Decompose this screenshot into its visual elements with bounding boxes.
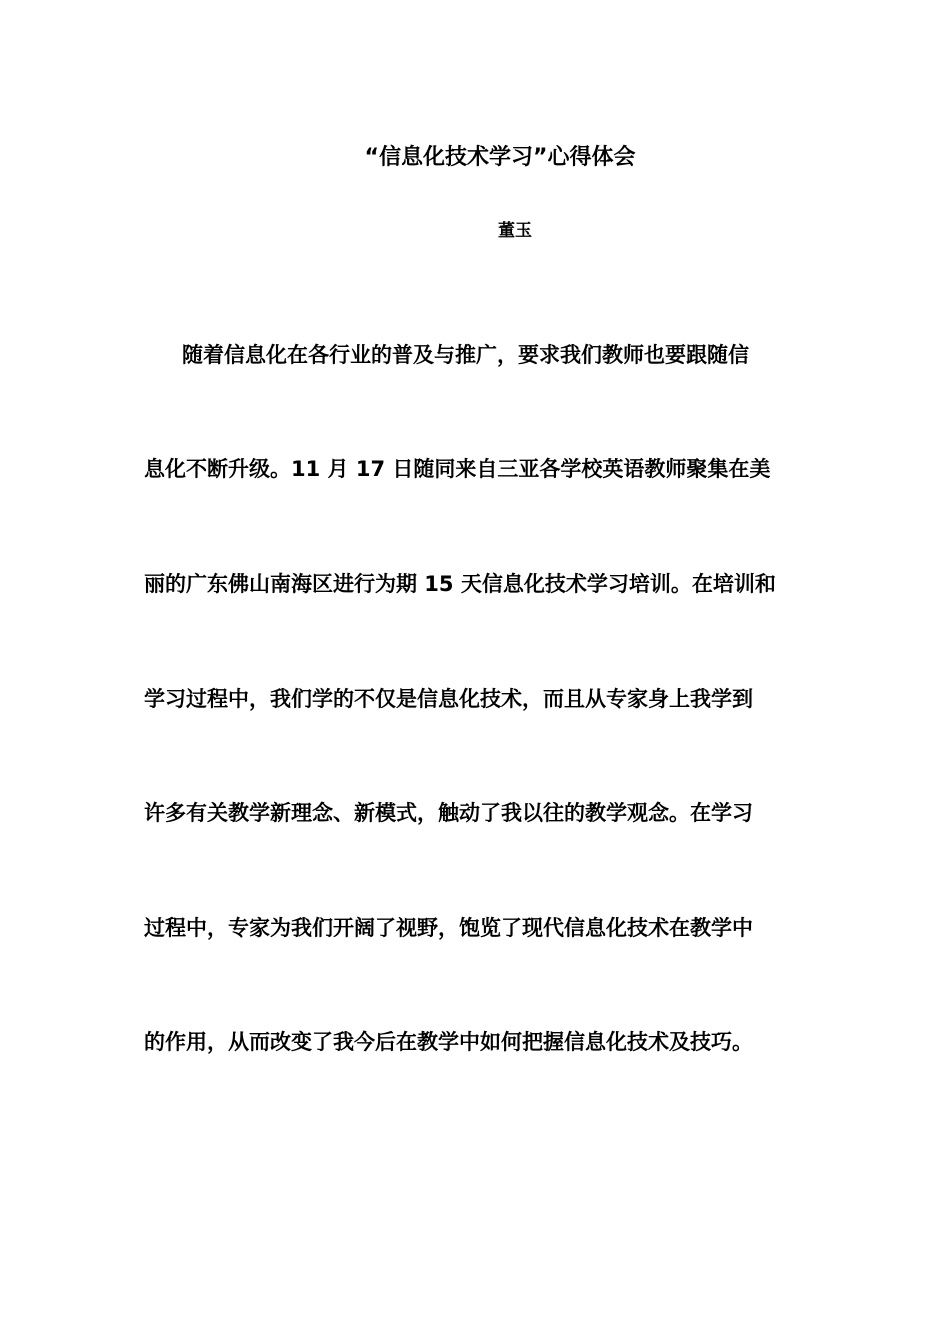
- paragraph-line: 息化不断升级。11 月 17 日随同来自三亚各学校英语教师聚集在美: [144, 457, 771, 481]
- paragraph-line: 丽的广东佛山南海区进行为期 15 天信息化技术学习培训。在培训和: [144, 572, 776, 596]
- paragraph-line: 过程中，专家为我们开阔了视野，饱览了现代信息化技术在教学中: [144, 916, 753, 940]
- paragraph-line: 随着信息化在各行业的普及与推广，要求我们教师也要跟随信: [182, 343, 749, 367]
- paragraph-line: 许多有关教学新理念、新模式，触动了我以往的教学观念。在学习: [144, 801, 753, 825]
- paragraph-line: 学习过程中，我们学的不仅是信息化技术，而且从专家身上我学到: [144, 687, 753, 711]
- document-author: 董玉: [498, 221, 532, 241]
- document-title: “信息化技术学习”心得体会: [364, 145, 636, 170]
- paragraph-line: 的作用，从而改变了我今后在教学中如何把握信息化技术及技巧。: [144, 1030, 753, 1054]
